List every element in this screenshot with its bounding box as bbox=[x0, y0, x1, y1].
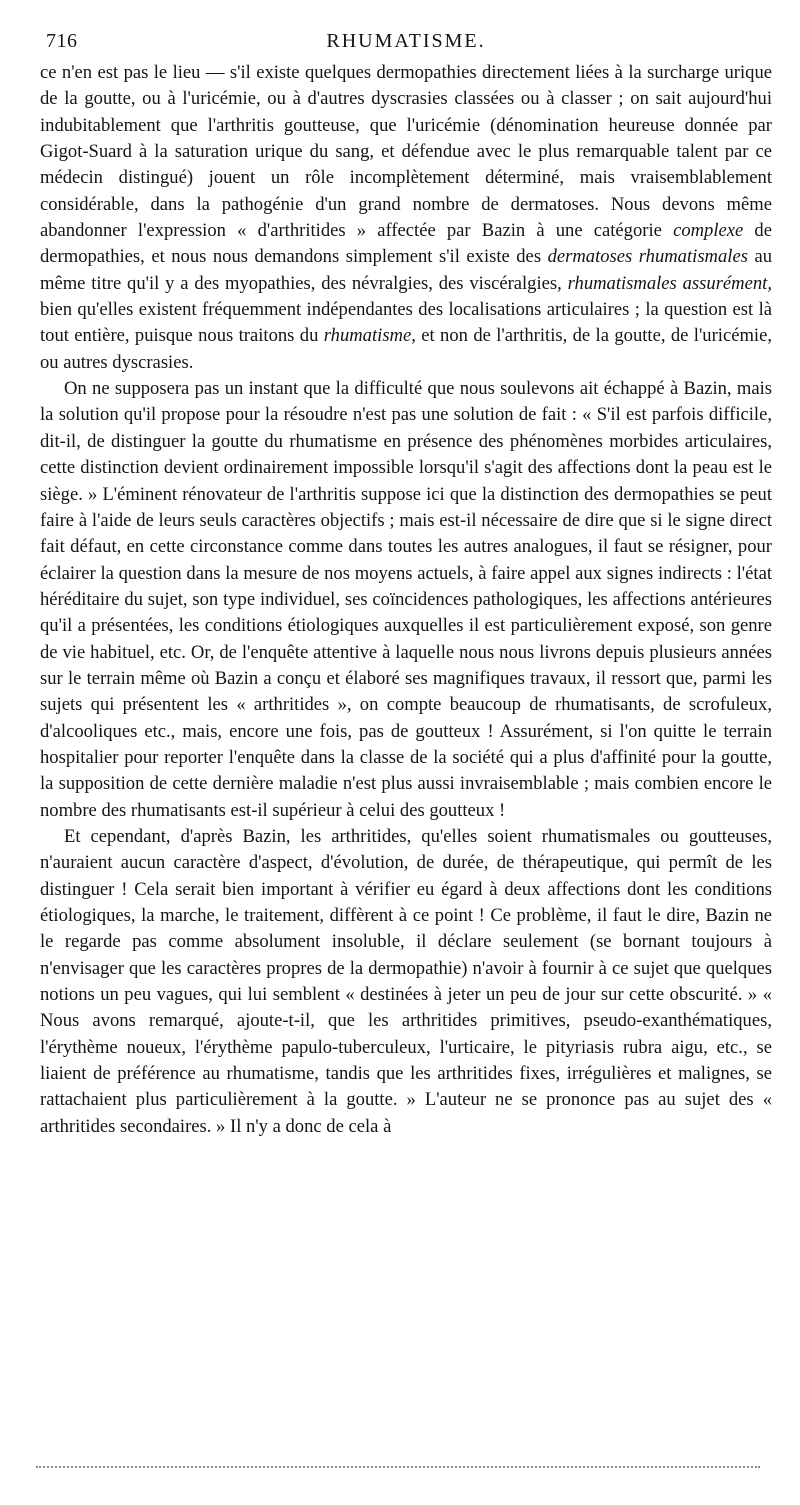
paragraph bbox=[40, 824, 772, 1140]
italic-text: complexe bbox=[673, 220, 744, 242]
paragraph-text: bien qu'elles existent fréquemment indépendantes des localisations articulaires ; la question est là tout entière, puisque nous traitons du bbox=[40, 299, 772, 347]
paragraph-text: Et cependant, d'après Bazin, les arthritides, qu'elles soient rhumatismales ou goutteuses, n'auraient aucun caractère d'aspect, d'évolution, de durée, de thérapeutique, qui permît de les distinguer ! Cela serait bien important à vérifier eu égard à deux affections dont les conditions étiologiques, la marche, le traitement, diffèrent à ce point ! Ce problème, il faut le dire, Bazin ne le regarde pas comme absolument insoluble, il déclare seulement (se bornant toujours à n'envisager que les caractères propres de la dermopathie) n'avoir à fournir à ce sujet que quelques notions un peu vagues, qui lui semblent « destinées à jeter un peu de jour sur cette obscurité. » « Nous avons remarqué, ajoute-t-il, que les arthritides primitives, pseudo-exanthématiques, l'érythème noueux, l'érythème papulo-tuberculeux, l'urticaire, le pityriasis rubra aigu, etc., se liaient de préférence au rhumatisme, tandis que les arthritides fixes, irrégulières et malignes, se rattachaient plus particulièrement à la goutte. » L'auteur ne se prononce pas au sujet des « arthritides secondaires. » Il n'y a donc de cela à bbox=[40, 825, 772, 1137]
paragraph-text: au même titre qu'il y a des myopathies, des névralgies, des viscéralgies, bbox=[40, 246, 772, 294]
paragraph bbox=[40, 376, 772, 824]
paragraph-text: ce n'en est pas le lieu — s'il existe quelques dermopathies directement liées à la surcharge urique de la goutte, ou à l'uricémie, ou à d'autres dyscrasies classées ou à classer ; on sait aujourd'hui indubitablement que l'arthritis goutteuse, que l'uricémie (dénomination heureuse donnée par Gigot-Suard à la saturation urique du sang, et défendue avec le plus remarquable talent par ce médecin distingué) jouent un rôle incomplètement déterminé, mais vraisemblablement considérable, dans la pathogénie d'un grand nombre de dermatoses. Nous devons même abandonner l'expression « d'arthritides » affectée par Bazin à une catégorie bbox=[40, 62, 772, 242]
body-text bbox=[40, 60, 772, 1140]
italic-text: rhumatismales assurément, bbox=[567, 272, 772, 294]
running-head bbox=[40, 22, 772, 52]
running-title: RHUMATISME. bbox=[326, 30, 486, 52]
page-number: 716 bbox=[46, 30, 78, 52]
footer-dotted-rule bbox=[36, 1466, 760, 1468]
italic-text: dermatoses rhumatismales bbox=[547, 246, 748, 268]
paragraph-text: On ne supposera pas un instant que la difficulté que nous soulevons ait échappé à Bazin, mais la solution qu'il propose pour la résoudre n'est pas une solution de fait : « S'il est parfois difficile, dit-il, de distinguer la goutte du rhumatisme en présence des phénomènes morbides articulaires, cette distinction devient ordinairement impossible lorsqu'il s'agit des affections dont la peau est le siège. » L'éminent rénovateur de l'arthritis suppose ici que la distinction des dermopathies se peut faire à l'aide de leurs seuls caractères objectifs ; mais est-il nécessaire de dire que si le signe direct fait défaut, en cette circonstance comme dans toutes les autres analogues, il faut se résigner, pour éclairer la question dans la mesure de nos moyens actuels, à faire appel aux signes indirects : l'état héréditaire du sujet, son type individuel, ses coïncidences pathologiques, les affections antérieures qu'il a présentées, les conditions étiologiques auxquelles il est particulièrement exposé, son genre de vie habituel, etc. Or, de l'enquête attentive à laquelle nous nous livrons depuis plusieurs années sur le terrain même où Bazin a conçu et élaboré ses magnifiques travaux, il ressort que, parmi les sujets qui présentent les « arthritides », on compte beaucoup de rhumatisants, de scrofuleux, d'alcooliques etc., mais, encore une fois, pas de goutteux ! Assurément, si l'on quitte le terrain hospitalier pour reporter l'enquête dans la classe de la société qui a plus d'affinité pour la goutte, la supposition de cette dernière maladie n'est plus aussi invraisemblable ; mais combien encore le nombre des rhumatisants est-il supérieur à celui des goutteux ! bbox=[40, 378, 772, 821]
paragraph bbox=[40, 60, 772, 376]
paragraph-text: de dermopathies, et nous nous demandons simplement s'il existe des bbox=[40, 220, 772, 268]
paragraph-text: , et non de l'arthritis, de la goutte, de l'uricémie, ou autres dyscrasies. bbox=[40, 325, 772, 373]
italic-text: rhumatisme bbox=[323, 325, 412, 347]
